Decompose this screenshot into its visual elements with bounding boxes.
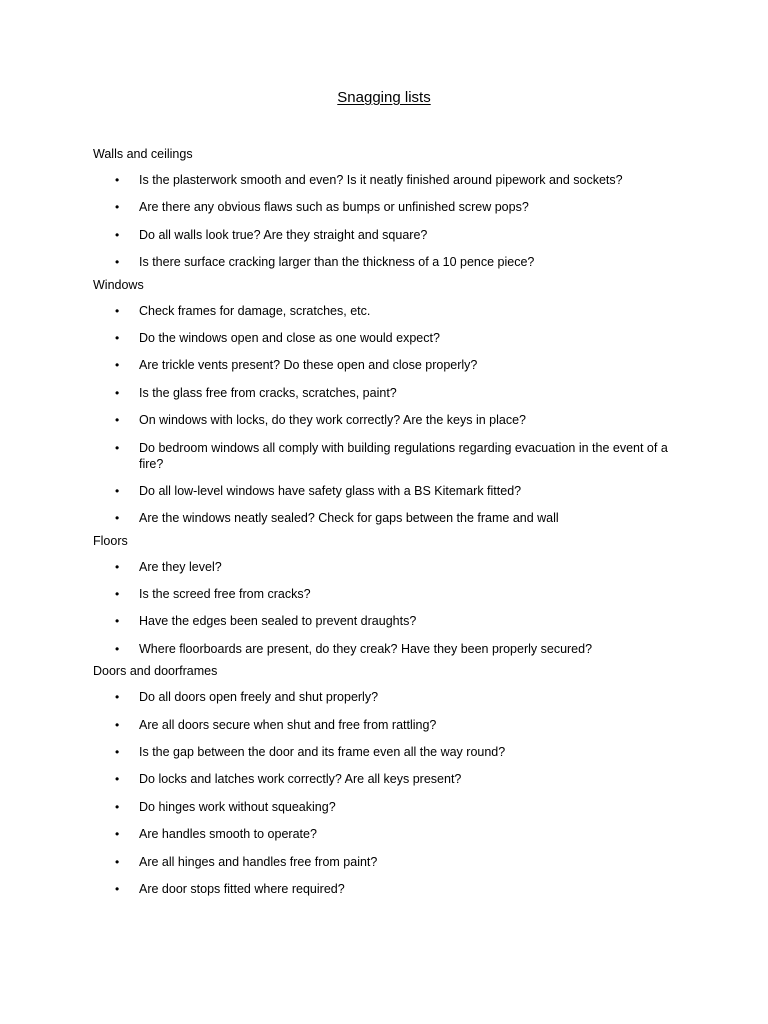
- list-item-text: Is the glass free from cracks, scratches, paint?: [139, 385, 397, 400]
- list-item: [93, 765, 693, 792]
- list-item: [93, 477, 693, 504]
- list-item: [93, 553, 693, 580]
- document-body: [93, 145, 693, 902]
- list-item: [93, 848, 693, 875]
- bullet-icon: •: [115, 717, 120, 732]
- list-item-text: Do the windows open and close as one would expect?: [139, 330, 440, 345]
- page-title: Snagging lists: [337, 89, 431, 106]
- bullet-icon: •: [115, 483, 120, 498]
- list-item-text: On windows with locks, do they work correctly? Are the keys in place?: [139, 413, 526, 428]
- list-item-text: Is the plasterwork smooth and even? Is it neatly finished around pipework and sockets?: [139, 173, 623, 187]
- bullet-icon: •: [115, 511, 120, 526]
- list-item: [93, 580, 693, 607]
- bullet-icon: •: [115, 690, 120, 705]
- checklist: [93, 683, 693, 902]
- list-item-text: Do all walls look true? Are they straight and square?: [139, 227, 428, 242]
- bullet-icon: •: [115, 854, 120, 869]
- list-item: [93, 738, 693, 765]
- bullet-icon: •: [115, 173, 120, 187]
- list-item-text: Are door stops fitted where required?: [139, 881, 345, 896]
- bullet-icon: •: [115, 200, 120, 215]
- bullet-icon: •: [115, 827, 120, 842]
- list-item-text: Are all doors secure when shut and free from rattling?: [139, 717, 437, 732]
- bullet-icon: •: [115, 330, 120, 345]
- bullet-icon: •: [115, 358, 120, 373]
- bullet-icon: •: [115, 799, 120, 814]
- list-item-text: Check frames for damage, scratches, etc.: [139, 303, 371, 318]
- bullet-icon: •: [115, 559, 120, 574]
- list-item-text: Do bedroom windows all comply with building regulations regarding evacuation in the event of a fire?: [139, 440, 668, 471]
- checklist: [93, 553, 693, 663]
- list-item-text: Are trickle vents present? Do these open and close properly?: [139, 358, 478, 373]
- list-item: [93, 711, 693, 738]
- bullet-icon: •: [115, 227, 120, 242]
- section-doors-and-doorframes: [93, 662, 693, 902]
- bullet-icon: •: [115, 303, 120, 318]
- list-item: [93, 379, 693, 406]
- list-item-text: Is there surface cracking larger than the thickness of a 10 pence piece?: [139, 255, 535, 270]
- list-item-text: Are handles smooth to operate?: [139, 827, 317, 842]
- list-item: [93, 406, 693, 433]
- list-item-text: Where floorboards are present, do they creak? Have they been properly secured?: [139, 641, 593, 656]
- list-item: [93, 351, 693, 378]
- section-walls-and-ceilings: [93, 145, 693, 276]
- list-item: [93, 434, 693, 477]
- list-item-text: Are all hinges and handles free from paint?: [139, 854, 378, 869]
- section-windows: [93, 276, 693, 532]
- list-item: [93, 504, 693, 531]
- list-item-text: Have the edges been sealed to prevent draughts?: [139, 614, 417, 629]
- list-item-text: Is the screed free from cracks?: [139, 587, 311, 602]
- bullet-icon: •: [115, 587, 120, 602]
- list-item-text: Do hinges work without squeaking?: [139, 799, 336, 814]
- list-item: [93, 248, 693, 275]
- bullet-icon: •: [115, 440, 120, 455]
- list-item-text: Are there any obvious flaws such as bumps or unfinished screw pops?: [139, 200, 529, 215]
- list-item: [93, 683, 693, 710]
- bullet-icon: •: [115, 881, 120, 896]
- list-item: [93, 793, 693, 820]
- checklist: [93, 297, 693, 532]
- list-item: [93, 820, 693, 847]
- section-heading: Floors: [93, 533, 128, 548]
- list-item: [93, 166, 693, 193]
- section-heading: Windows: [93, 277, 144, 292]
- bullet-icon: •: [115, 385, 120, 400]
- bullet-icon: •: [115, 641, 120, 656]
- list-item-text: Are they level?: [139, 559, 222, 574]
- section-heading: Walls and ceilings: [93, 147, 193, 161]
- list-item-text: Are the windows neatly sealed? Check for gaps between the frame and wall: [139, 511, 559, 526]
- list-item: [93, 635, 693, 662]
- list-item-text: Is the gap between the door and its frame even all the way round?: [139, 745, 506, 760]
- list-item: [93, 221, 693, 248]
- list-item: [93, 324, 693, 351]
- bullet-icon: •: [115, 614, 120, 629]
- list-item-text: Do all low-level windows have safety glass with a BS Kitemark fitted?: [139, 483, 522, 498]
- bullet-icon: •: [115, 255, 120, 270]
- bullet-icon: •: [115, 772, 120, 787]
- list-item: [93, 193, 693, 220]
- section-floors: [93, 532, 693, 663]
- section-heading: Doors and doorframes: [93, 664, 218, 679]
- list-item: [93, 297, 693, 324]
- list-item: [93, 875, 693, 902]
- list-item-text: Do locks and latches work correctly? Are all keys present?: [139, 772, 462, 787]
- list-item-text: Do all doors open freely and shut properly?: [139, 690, 379, 705]
- bullet-icon: •: [115, 413, 120, 428]
- list-item: [93, 607, 693, 634]
- checklist: [93, 166, 693, 276]
- bullet-icon: •: [115, 745, 120, 760]
